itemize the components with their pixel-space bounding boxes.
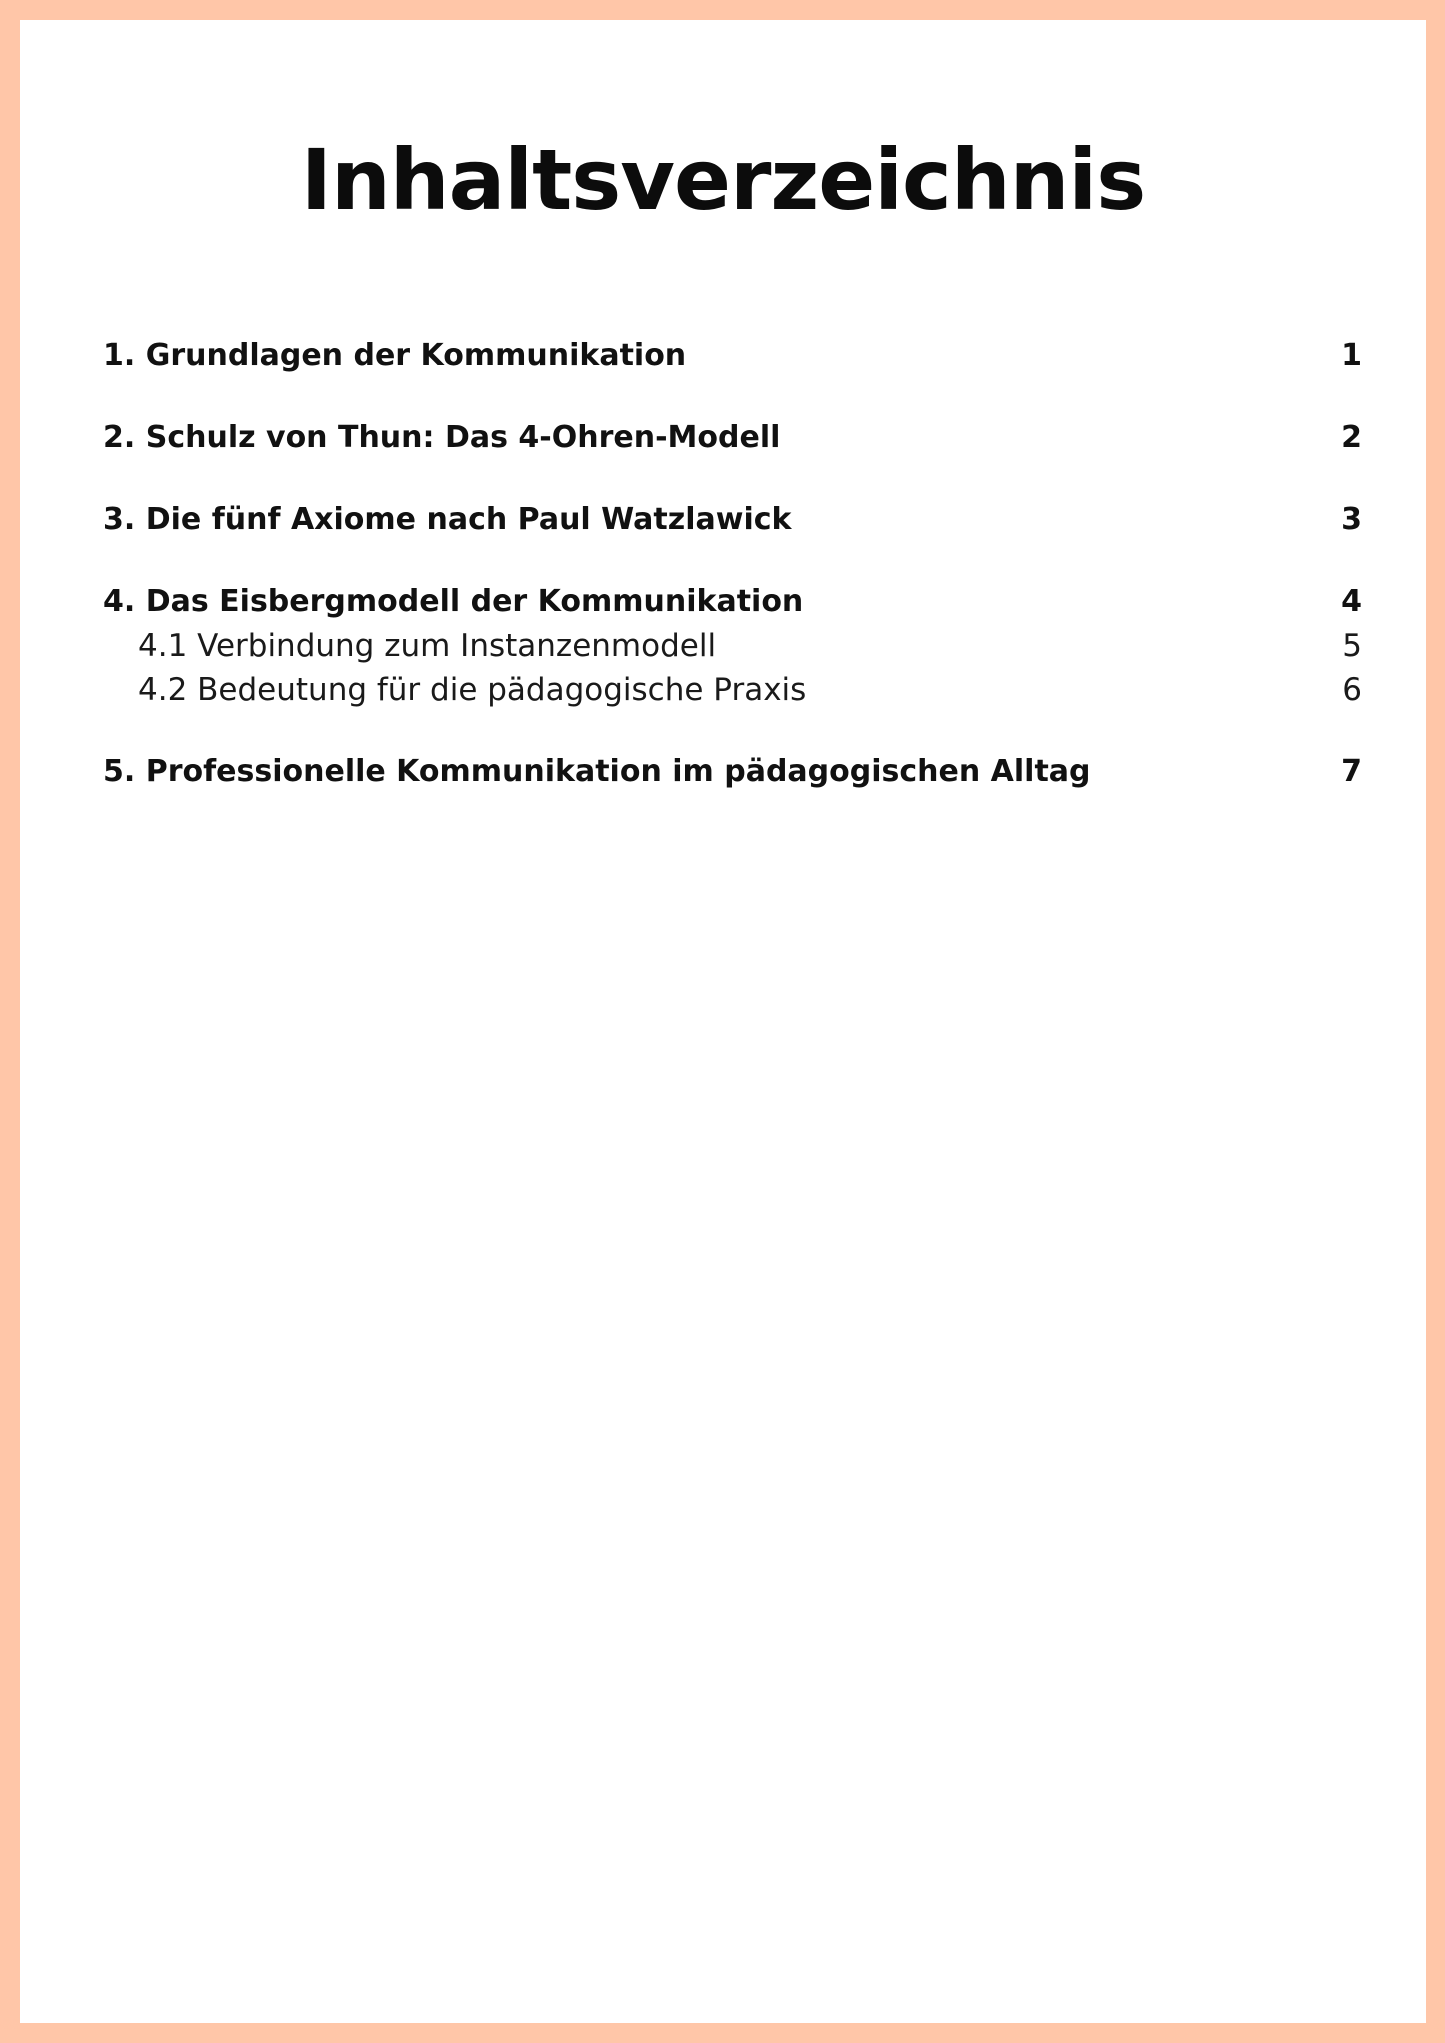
toc-subentry-label: 4.2 Bedeutung für die pädagogische Praxis (138, 672, 807, 708)
toc-entry-4[interactable] (103, 580, 1362, 624)
toc-entry-label: 3. Die fünf Axiome nach Paul Watzlawick (103, 502, 792, 537)
toc-entry-page: 3 (1341, 502, 1362, 537)
toc-subentry-label: 4.1 Verbindung zum Instanzenmodell (138, 628, 717, 664)
table-of-contents (103, 334, 1362, 832)
toc-entry-label: 4. Das Eisbergmodell der Kommunikation (103, 584, 804, 619)
toc-entry-1[interactable] (103, 334, 1362, 378)
toc-subentry-4-2[interactable] (103, 668, 1362, 712)
toc-entry-2[interactable] (103, 416, 1362, 460)
document-page (20, 20, 1426, 2023)
toc-title: Inhaltsverzeichnis (300, 131, 1146, 229)
toc-entry-label: 1. Grundlagen der Kommunikation (103, 338, 687, 373)
toc-entry-3[interactable] (103, 498, 1362, 542)
toc-entry-5[interactable] (103, 750, 1362, 794)
toc-entry-page: 1 (1341, 338, 1362, 373)
toc-entry-page: 7 (1341, 754, 1362, 789)
toc-subentry-page: 5 (1342, 628, 1362, 664)
toc-entry-page: 4 (1341, 584, 1362, 619)
toc-entry-page: 2 (1341, 420, 1362, 455)
toc-entry-label: 5. Professionelle Kommunikation im pädagogischen Alltag (103, 754, 1091, 789)
toc-entry-label: 2. Schulz von Thun: Das 4-Ohren-Modell (103, 420, 781, 455)
toc-subentry-4-1[interactable] (103, 624, 1362, 668)
toc-subentry-page: 6 (1342, 672, 1362, 708)
